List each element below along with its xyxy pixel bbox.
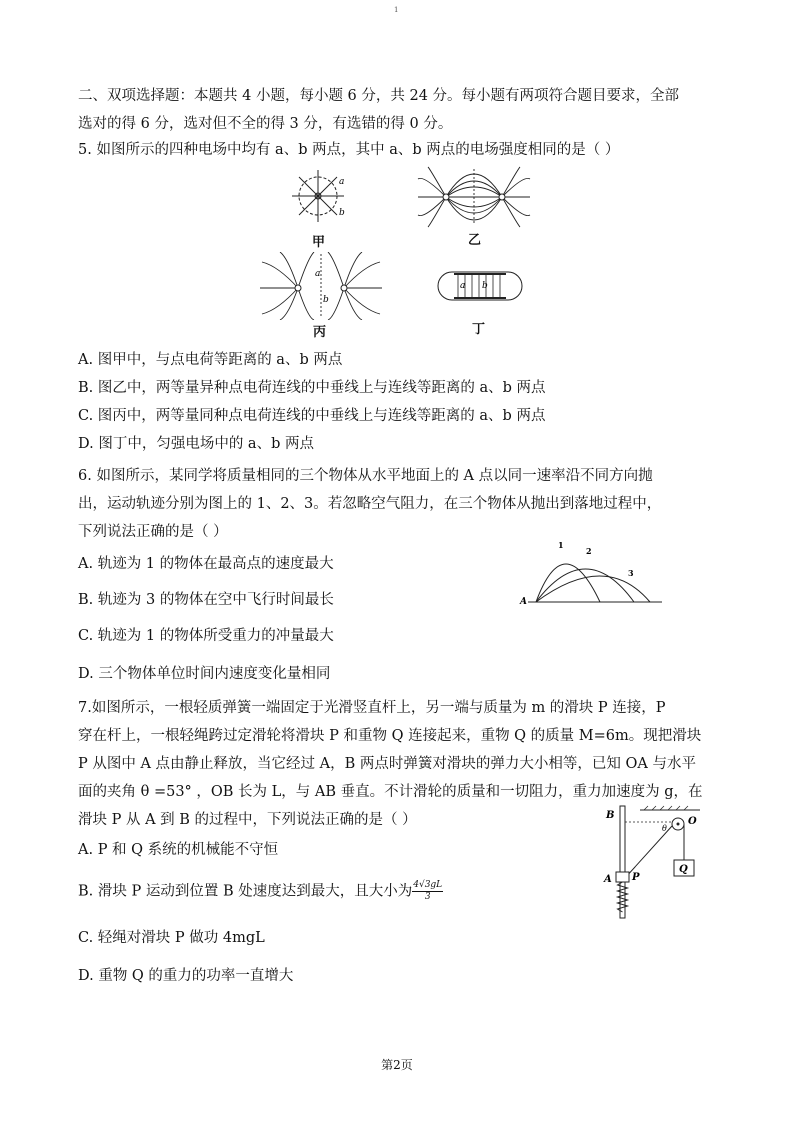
page-number: 第2页 [381, 1058, 413, 1072]
fig-label-yi: 乙 [468, 233, 482, 248]
traj-label-A: A [520, 597, 527, 607]
traj-label-1: 1 [558, 540, 564, 550]
field-figure-jia [290, 168, 350, 230]
fig-bing-b: b [323, 295, 329, 305]
fig7-label-O: O [688, 816, 697, 827]
q5-option-a: A. 图甲中，与点电荷等距离的 a、b 两点 [78, 352, 343, 368]
field-figure-yi [416, 165, 532, 229]
fig7-label-B: B [606, 810, 615, 821]
q7-option-c: C. 轻绳对滑块 P 做功 4mgL [78, 930, 265, 946]
q5-option-d: D. 图丁中，匀强电场中的 a、b 两点 [78, 436, 314, 452]
fig7-label-A: A [604, 874, 612, 885]
q5-option-b: B. 图乙中，两等量异种点电荷连线的中垂线上与连线等距离的 a、b 两点 [78, 380, 546, 396]
fig7-label-theta: θ [662, 824, 667, 833]
section-header-line1: 二、双项选择题：本题共 4 小题，每小题 6 分，共 24 分。每小题有两项符合题目要求，全部 [78, 88, 680, 104]
traj-label-2: 2 [586, 546, 592, 556]
q7-option-b-fraction [412, 880, 443, 903]
q6-stem-line3: 下列说法正确的是（ ） [78, 524, 228, 540]
fig-ding-b: b [482, 281, 488, 291]
fig-jia-a: a [339, 177, 345, 187]
q6-option-c: C. 轨迹为 1 的物体所受重力的冲量最大 [78, 628, 334, 644]
q7-stem-line2: 穿在杆上，一根轻绳跨过定滑轮将滑块 P 和重物 Q 连接起来，重物 Q 的质量 M=6m。现把滑块 [78, 728, 702, 744]
q7-option-a: A. P 和 Q 系统的机械能不守恒 [78, 842, 279, 858]
q7-stem-line5: 滑块 P 从 A 到 B 的过程中，下列说法正确的是（ ） [78, 812, 417, 828]
q7-stem-line1: 7.如图所示，一根轻质弹簧一端固定于光滑竖直杆上，另一端与质量为 m 的滑块 P 连接，P [78, 700, 666, 716]
field-figure-bing [258, 252, 384, 320]
fig-jia-b: b [339, 208, 345, 218]
fig-label-ding: 丁 [472, 322, 486, 337]
q7-option-b-denominator: 3 [424, 892, 431, 902]
q6-stem-line2: 出，运动轨迹分别为图上的 1、2、3。若忽略空气阻力，在三个物体从抛出到落地过程中， [78, 496, 662, 512]
q7-option-b-text: B. 滑块 P 运动到位置 B 处速度达到最大，且大小为 [78, 883, 413, 900]
fig-label-jia: 甲 [312, 235, 326, 250]
q7-option-d: D. 重物 Q 的重力的功率一直增大 [78, 968, 294, 984]
q6-option-d: D. 三个物体单位时间内速度变化量相同 [78, 666, 331, 682]
section-header-line2: 选对的得 6 分，选对但不全的得 3 分，有选错的得 0 分。 [78, 116, 453, 132]
q6-stem-line1: 6. 如图所示，某同学将质量相同的三个物体从水平地面上的 A 点以同一速率沿不同方向抛 [78, 468, 653, 484]
q7-option-b-numerator: 4√3gL [413, 880, 443, 890]
q6-option-b: B. 轨迹为 3 的物体在空中飞行时间最长 [78, 592, 334, 608]
fig7-label-P: P [632, 872, 640, 883]
header-mark: 1 [394, 6, 399, 14]
q6-option-a: A. 轨迹为 1 的物体在最高点的速度最大 [78, 556, 334, 572]
field-figure-ding [432, 262, 528, 310]
fig-bing-a: a [315, 269, 321, 279]
traj-label-3: 3 [628, 568, 634, 578]
fig7-label-Q: Q [679, 864, 688, 875]
q5-stem: 5. 如图所示的四种电场中均有 a、b 两点，其中 a、b 两点的电场强度相同的是（ ） [78, 142, 620, 158]
trajectory-figure [516, 536, 664, 608]
q7-option-b [78, 880, 443, 903]
q5-option-c: C. 图丙中，两等量同种点电荷连线的中垂线上与连线等距离的 a、b 两点 [78, 408, 546, 424]
q7-stem-line3: P 从图中 A 点由静止释放，当它经过 A，B 两点时弹簧对滑块的弹力大小相等，已知 OA 与水平 [78, 756, 696, 772]
q7-stem-line4: 面的夹角 θ =53° ，OB 长为 L，与 AB 垂直。不计滑轮的质量和一切阻力，重力加速度为 g，在 [78, 784, 703, 800]
fig-label-bing: 丙 [313, 325, 327, 340]
spring-pulley-figure [600, 804, 704, 920]
fig-ding-a: a [460, 281, 466, 291]
